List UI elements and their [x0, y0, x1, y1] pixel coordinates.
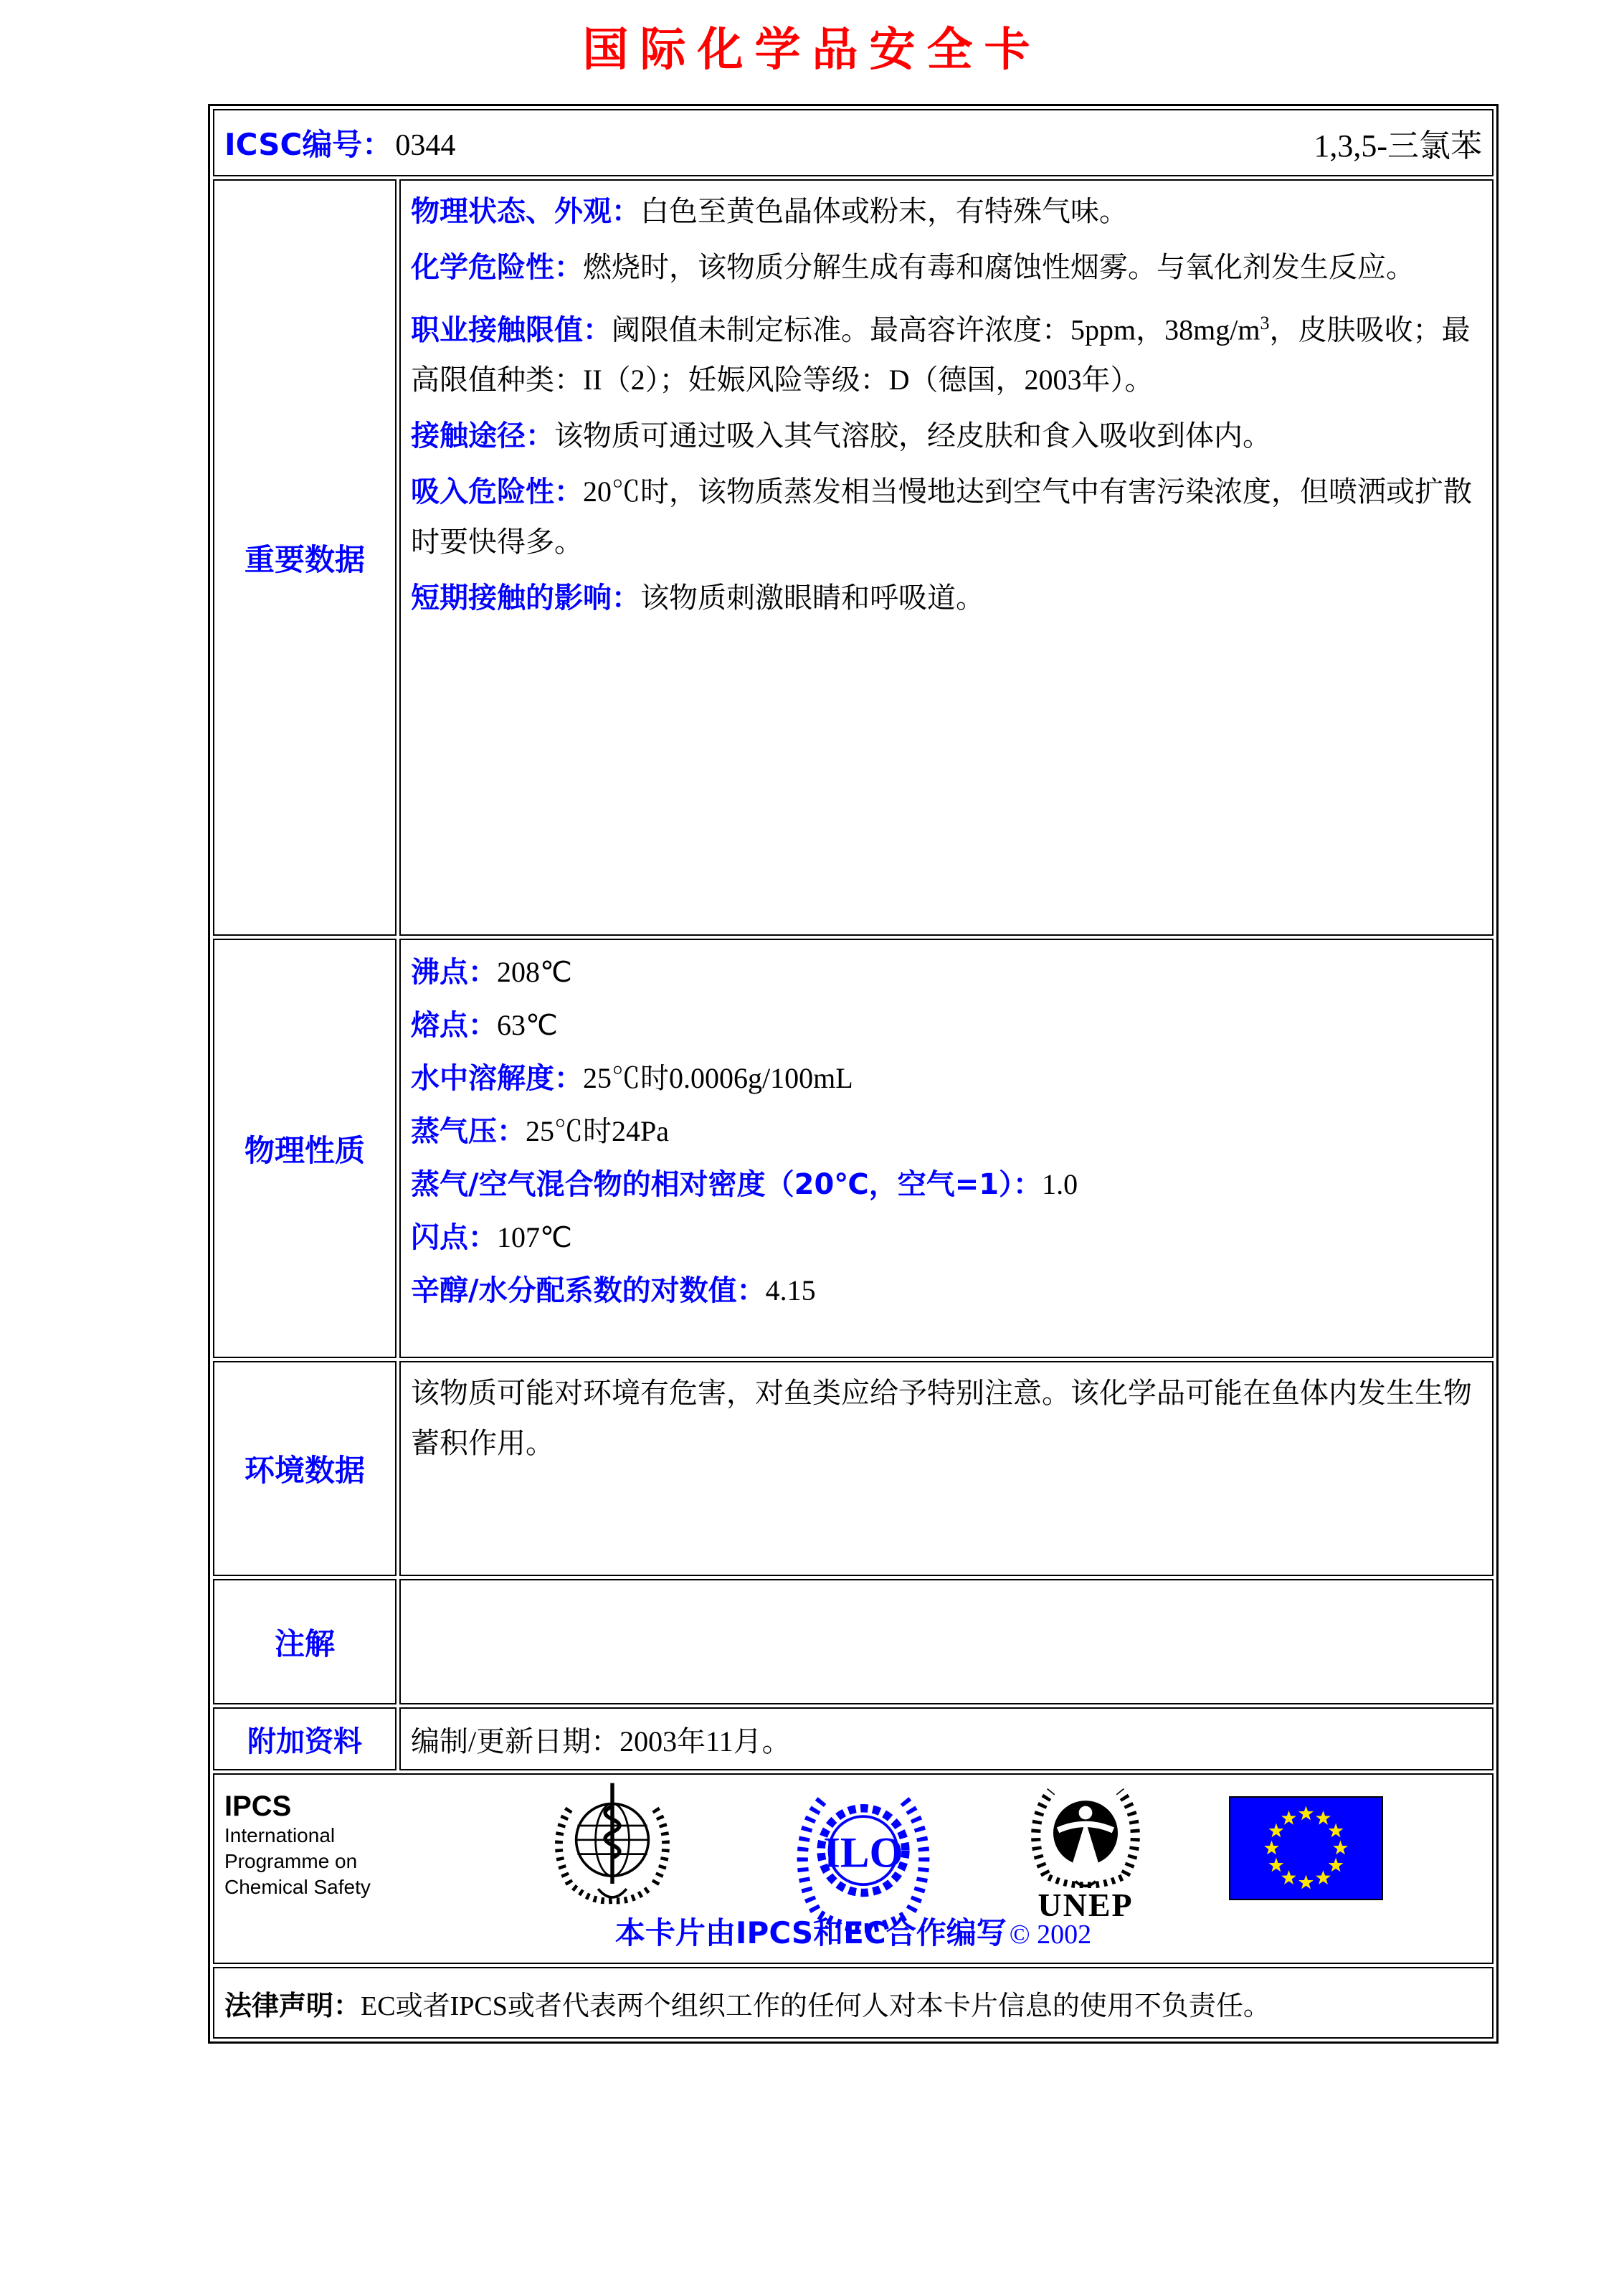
item-key: 闪点：	[411, 1221, 497, 1254]
property-line	[411, 1052, 1482, 1105]
additional-info-text: 编制/更新日期：2003年11月。	[411, 1725, 791, 1758]
section-label-physical-properties: 物理性质	[213, 939, 396, 1358]
item-value: 该物质刺激眼睛和呼吸道。	[640, 582, 984, 615]
item-key: 接触途径：	[411, 419, 554, 453]
credit-text: 本卡片由IPCS和EC合作编写	[614, 1915, 1007, 1950]
icsc-number-value: 0344	[395, 129, 456, 162]
item-value: 白色至黄色晶体或粉末，有特殊气味。	[640, 195, 1128, 227]
important-item	[411, 411, 1482, 461]
legal-content	[213, 1967, 1494, 2039]
icsc-card-table	[208, 104, 1499, 2044]
item-value: 25℃时24Pa	[526, 1115, 669, 1147]
legal-label: 法律声明：	[224, 1989, 361, 2021]
copyright-text: © 2002	[1009, 1920, 1092, 1950]
item-value: 4.15	[765, 1274, 816, 1306]
item-key: 化学危险性：	[411, 251, 583, 284]
item-key: 辛醇/水分配系数的对数值：	[411, 1274, 766, 1307]
item-value: 20℃时，该物质蒸发相当慢地达到空气中有害污染浓度，但喷洒或扩散时要快得多。	[411, 475, 1472, 559]
item-value: 燃烧时，该物质分解生成有毒和腐蚀性烟雾。与氧化剂发生反应。	[583, 251, 1415, 283]
unep-label: UNEP	[1037, 1887, 1134, 1923]
item-key: 物理状态、外观：	[411, 195, 640, 228]
superscript: 3	[1260, 313, 1270, 333]
ilo-label: ILO	[823, 1829, 903, 1877]
important-data-content	[399, 179, 1494, 936]
important-item	[411, 186, 1482, 237]
ipcs-line: Programme on	[224, 1850, 358, 1872]
property-line	[411, 1158, 1482, 1211]
page-title: 国际化学品安全卡	[582, 24, 1042, 77]
section-label-additional-info: 附加资料	[213, 1707, 396, 1770]
important-item	[411, 467, 1482, 567]
icsc-number-group	[224, 121, 455, 164]
ipcs-block	[224, 1791, 371, 1900]
item-value: 阈限值未制定标准。最高容许浓度：5ppm，38mg/m	[612, 313, 1260, 346]
item-value: 107℃	[497, 1221, 572, 1253]
unep-icon	[1028, 1780, 1143, 1924]
important-item	[411, 242, 1482, 293]
item-value: 208℃	[497, 956, 572, 988]
item-value: 63℃	[497, 1009, 558, 1041]
section-label-environmental-data: 环境数据	[213, 1361, 396, 1576]
item-key: 短期接触的影响：	[411, 582, 640, 615]
property-line	[411, 1105, 1482, 1158]
item-value: ，皮肤吸收；最高限值种类：II（2）；妊娠风险等级：D（德国，2003年）。	[411, 313, 1471, 397]
important-data-row	[213, 179, 1494, 936]
item-value: 1.0	[1042, 1168, 1078, 1200]
ipcs-acronym: IPCS	[224, 1791, 292, 1822]
eu-flag-icon	[1229, 1796, 1383, 1904]
item-key: 蒸气/空气混合物的相对密度（20℃，空气=1）：	[411, 1168, 1043, 1201]
environmental-data-row	[213, 1361, 1494, 1576]
item-value: 该物质可通过吸入其气溶胶，经皮肤和食入吸收到体内。	[554, 419, 1271, 452]
additional-info-row	[213, 1707, 1494, 1770]
item-key: 蒸气压：	[411, 1115, 526, 1148]
property-line	[411, 1264, 1482, 1317]
environmental-text: 该物质可能对环境有危害，对鱼类应给予特别注意。该化学品可能在鱼体内发生生物蓄积作用。	[411, 1377, 1472, 1459]
environmental-data-content	[399, 1361, 1494, 1576]
item-value: 25℃时0.0006g/100mL	[583, 1062, 853, 1094]
physical-properties-row	[213, 939, 1494, 1358]
notes-row	[213, 1579, 1494, 1704]
property-line	[411, 1211, 1482, 1264]
item-key: 沸点：	[411, 956, 497, 989]
important-item	[411, 573, 1482, 623]
chemical-name: 1,3,5-三氯苯	[1314, 128, 1482, 163]
property-line	[411, 999, 1482, 1052]
legal-row	[213, 1967, 1494, 2039]
credit-line	[214, 1910, 1492, 1953]
property-line	[411, 946, 1482, 999]
item-key: 熔点：	[411, 1009, 497, 1042]
header-row	[213, 109, 1494, 176]
physical-properties-content	[399, 939, 1494, 1358]
item-key: 水中溶解度：	[411, 1062, 583, 1095]
important-item	[411, 298, 1482, 405]
who-icon	[548, 1780, 677, 1913]
notes-content	[399, 1579, 1494, 1704]
item-key: 职业接触限值：	[411, 313, 612, 347]
item-key: 吸入危险性：	[411, 475, 583, 509]
icsc-number-label: ICSC编号：	[224, 127, 393, 162]
ipcs-line: International	[224, 1824, 336, 1846]
ipcs-line: Chemical Safety	[224, 1876, 371, 1898]
additional-info-content	[399, 1707, 1494, 1770]
legal-text: EC或者IPCS或者代表两个组织工作的任何人对本卡片信息的使用不负责任。	[361, 1991, 1271, 2021]
section-label-important-data: 重要数据	[213, 179, 396, 936]
section-label-notes: 注解	[213, 1579, 396, 1704]
logos-row	[213, 1773, 1494, 1964]
